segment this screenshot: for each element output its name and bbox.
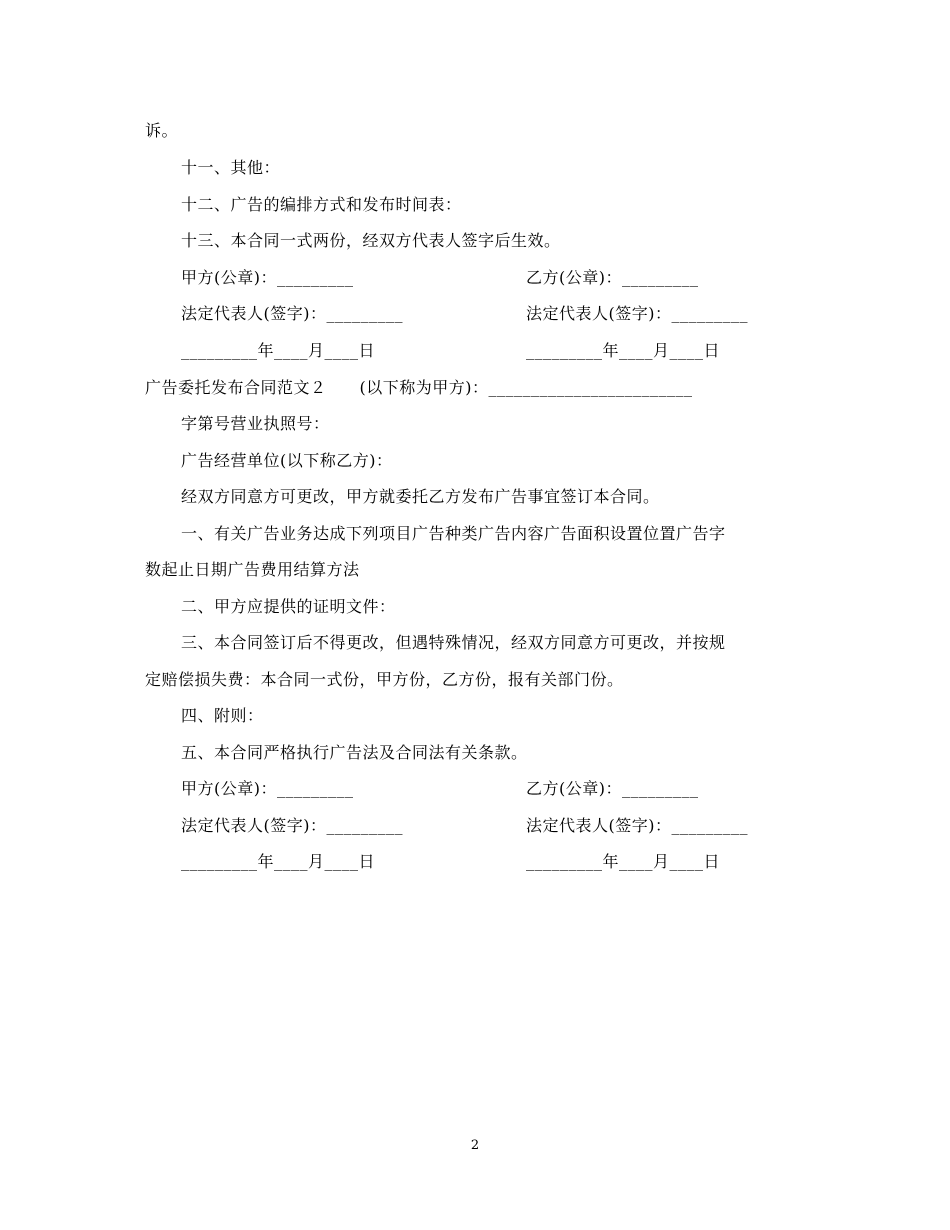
text-line: 字第号营业执照号： [181,414,330,433]
text-line: 十二、广告的编排方式和发布时间表： [181,195,462,214]
text-line: 经双方同意方可更改，甲方就委托乙方发布广告事宜签订本合同。 [181,487,660,506]
party-a-date-line: _________年____月____日 [181,852,376,871]
text-line: 十一、其他： [181,158,281,177]
party-a-representative-line: 法定代表人(签字)：_________ [181,816,403,835]
party-b-date-line: _________年____月____日 [526,852,721,871]
text-line: 十三、本合同一式两份，经双方代表人签字后生效。 [181,231,561,250]
party-b-date-line: _________年____月____日 [526,341,721,360]
text-line: 数起止日期广告费用结算方法 [145,560,360,579]
page-number: 2 [470,1138,480,1153]
party-a-seal-line: 甲方(公章)：_________ [181,268,354,287]
text-line: 三、本合同签订后不得更改，但遇特殊情况，经双方同意方可更改，并按规 [181,633,726,652]
text-line: 广告经营单位(以下称乙方)： [181,451,393,470]
party-b-seal-line: 乙方(公章)：_________ [526,779,699,798]
text-line: 二、甲方应提供的证明文件： [181,597,396,616]
section-title: 广告委托发布合同范文２ (以下称为甲方)：________________________ [145,378,693,397]
party-b-seal-line: 乙方(公章)：_________ [526,268,699,287]
text-line: 五、本合同严格执行广告法及合同法有关条款。 [181,743,528,762]
text-line: 一、有关广告业务达成下列项目广告种类广告内容广告面积设置位置广告字 [181,524,726,543]
party-a-seal-line: 甲方(公章)：_________ [181,779,354,798]
party-a-date-line: _________年____月____日 [181,341,376,360]
text-line: 定赔偿损失费：本合同一式份，甲方份，乙方份，报有关部门份。 [145,670,624,689]
text-line: 四、附则： [181,706,264,725]
party-b-representative-line: 法定代表人(签字)：_________ [526,304,748,323]
text-line: 诉。 [145,121,179,140]
party-a-representative-line: 法定代表人(签字)：_________ [181,304,403,323]
party-b-representative-line: 法定代表人(签字)：_________ [526,816,748,835]
